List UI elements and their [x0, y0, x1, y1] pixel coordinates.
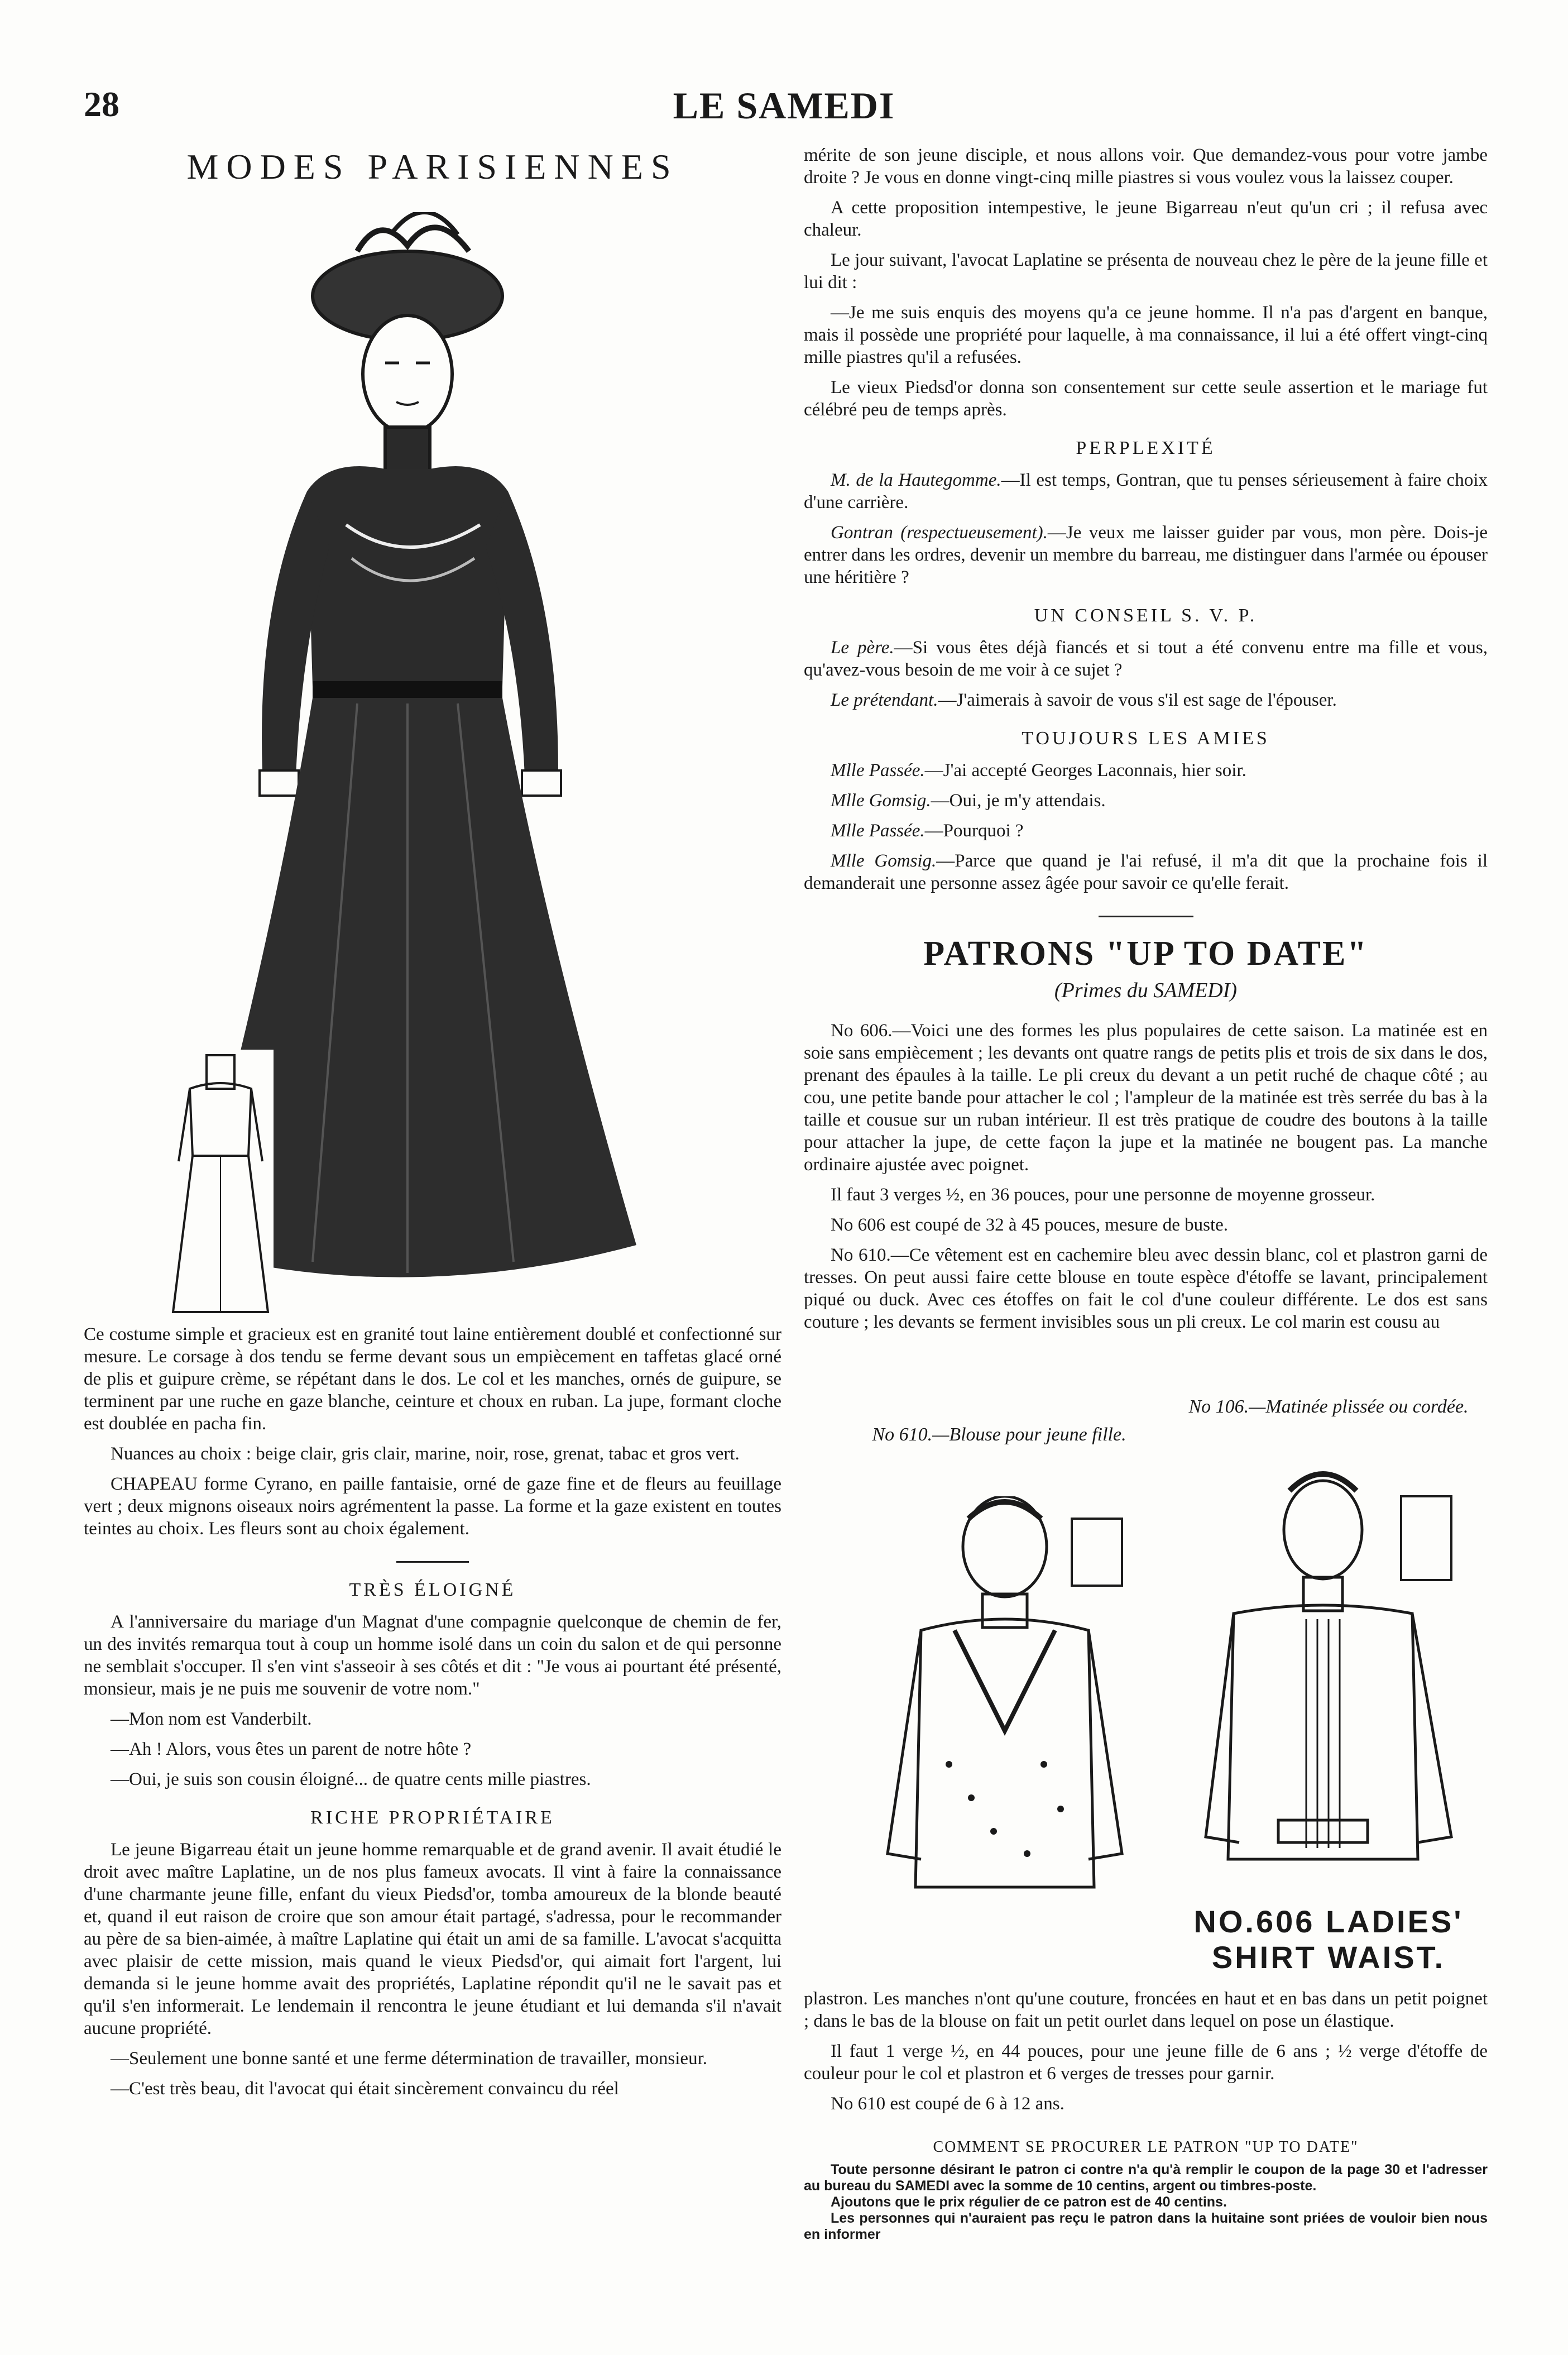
paragraph: —Mon nom est Vanderbilt. — [111, 1709, 312, 1729]
paragraph: —Ah ! Alors, vous êtes un parent de notre hôte ? — [111, 1739, 472, 1759]
paragraph: Les personnes qui n'auraient pas reçu le patron dans la huitaine sont priées de vouloir bien nous en informer — [804, 2210, 1488, 2242]
paragraph: —Seulement une bonne santé et une ferme détermination de travailler, monsieur. — [111, 2048, 707, 2069]
paragraph: Il faut 3 verges ½, en 36 pouces, pour une personne de moyenne grosseur. — [831, 1185, 1375, 1205]
dialogue-line: Mlle Passée.—J'ai accepté Georges Laconnais, hier soir. — [831, 760, 1246, 781]
heading-patrons: PATRONS "UP TO DATE" — [923, 935, 1368, 973]
blouse-610-illustration — [860, 1496, 1150, 1898]
dialogue-line: Mlle Gomsig.—Parce que quand je l'ai refusé, il m'a dit que la prochaine fois il demanderait une personne assez âgée pour savoir ce qu'elle ferait. — [804, 851, 1488, 893]
paragraph: —C'est très beau, dit l'avocat qui était sincèrement convaincu du réel — [111, 2079, 619, 2099]
paragraph: A cette proposition intempestive, le jeune Bigarreau n'eut qu'un cri ; il refusa avec chaleur. — [804, 198, 1488, 240]
paragraph: No 606.—Voici une des formes les plus populaires de cette saison. La matinée est en soie sans empiècement ; les devants ont quatre rangs de petits plis et trois de six dans le dos, prenant des épaules à la taille. Le pli creux du devant a un petit ruché de chaque côté ; au cou, une petite bande pour attacher le col ; l'ampleur de la matinée est très serrée du bas à la taille et cousue sur un ruban intérieur. Il est très pratique de coudre des boutons à la taille pour attacher la jupe, de cette façon la jupe et la matinée ne bougent pas. La manche ordinaire ajustée avec poignet. — [804, 1021, 1488, 1175]
paragraph: Il faut 1 verge ½, en 44 pouces, pour une jeune fille de 6 ans ; ½ verge d'étoffe de couleur pour le col et plastron et 6 verges de tresses pour garnir. — [804, 2041, 1488, 2084]
paragraph: Ajoutons que le prix régulier de ce patron est de 40 centins. — [831, 2194, 1227, 2210]
masthead: LE SAMEDI — [673, 84, 895, 127]
left-column-text — [84, 1323, 781, 2108]
heading-tres-eloigne: TRÈS ÉLOIGNÉ — [349, 1579, 516, 1600]
costume-colors: Nuances au choix : beige clair, gris clair, marine, noir, rose, grenat, tabac et gros vert. — [111, 1444, 740, 1464]
costume-hat: CHAPEAU forme Cyrano, en paille fantaisie, orné de gaze fine et de fleurs au feuillage vert ; deux mignons oiseaux noirs agrémentent la passe. La forme et la gaze existent en toutes teintes au choix. Les fleurs sont au choix également. — [84, 1474, 781, 1539]
paragraph: No 610 est coupé de 6 à 12 ans. — [831, 2094, 1064, 2114]
right-column-continuation — [804, 1988, 1488, 2123]
patrons-subtitle: (Primes du SAMEDI) — [1054, 979, 1238, 1002]
heading-perplexite: PERPLEXITÉ — [1076, 438, 1216, 458]
caption-610: No 610.—Blouse pour jeune fille. — [872, 1424, 1126, 1445]
dialogue-line: Mlle Passée.—Pourquoi ? — [831, 821, 1024, 841]
paragraph: Toute personne désirant le patron ci contre n'a qu'à remplir le coupon de la page 30 et l'adresser au bureau du SAMEDI avec la somme de 10 centins, argent ou timbres-poste. — [804, 2162, 1488, 2194]
paragraph: Le jeune Bigarreau était un jeune homme remarquable et de grand avenir. Il avait étudié le droit avec maître Laplatine, un de nos plus fameux avocats. Il vint à faire la connaissance d'une charmante jeune fille, enfant du vieux Piedsd'or, tomba amoureux de la blonde beauté et, quand il eut raison de croire que son amour était partagé, s'adressa, pour le recommander au père de sa bien-aimée, à maître Laplatine qui était un ami de sa famille. L'avocat s'acquitta avec plaisir de cette mission, mais quand le vieux Piedsd'or, qui aimait fort l'argent, lui demanda si le jeune homme avait des propriétés, Laplatine répondit qu'il ne le savait pas et qu'il s'en informerait. Le lendemain il rencontra le jeune étudiant et lui demanda s'il n'avait aucune propriété. — [84, 1840, 781, 2038]
paragraph: No 610.—Ce vêtement est en cachemire bleu avec dessin blanc, col et plastron garni de tresses. On peut aussi faire cette blouse en toute espèce d'étoffe se lavant, principalement piqué ou duck. Avec ces étoffes on fait le col d'une couleur différente. Le dos est sans couture ; les devants se ferment invisibles sous un pli creux. Le col marin est cousu au — [804, 1245, 1488, 1332]
heading-riche-proprietaire: RICHE PROPRIÉTAIRE — [310, 1807, 555, 1828]
paragraph: Le vieux Piedsd'or donna son consentement sur cette seule assertion et le mariage fut célébré peu de temps après. — [804, 377, 1488, 420]
caption-106: No 106.—Matinée plissée ou cordée. — [1188, 1396, 1469, 1417]
paragraph: No 606 est coupé de 32 à 45 pouces, mesure de buste. — [831, 1215, 1229, 1235]
costume-description: Ce costume simple et gracieux est en granité tout laine entièrement doublé et confectionné sur mesure. Le corsage à dos tendu se ferme devant sous un empiècement en taffetas glacé orné de plis et guipure crème, se répétant dans le dos. Le col et les manches, ornés de guipure, se terminent par une ruche en gaze blanche, ceinture et choux en ruban. La jupe, formant cloche est doublée en pacha fin. — [84, 1324, 781, 1434]
paragraph: mérite de son jeune disciple, et nous allons voir. Que demandez-vous pour votre jambe droite ? Je vous en donne vingt-cinq mille piastres si vous voulez vous la laissez couper. — [804, 145, 1488, 188]
paragraph: A l'anniversaire du mariage d'un Magnat d'une compagnie quelconque de chemin de fer, un des invités remarqua tout à coup un homme isolé dans un coin du salon et de qui personne ne semblait s'occuper. Il s'en vint s'asseoir à ses côtés et dit : "Je vous ai pourtant été présenté, monsieur, mais je ne puis me souvenir de votre nom." — [84, 1612, 781, 1699]
section-title-modes: MODES PARISIENNES — [186, 147, 679, 186]
shirt-waist-606-illustration — [1178, 1457, 1479, 1898]
right-column-text — [804, 144, 1488, 1341]
paragraph: Le jour suivant, l'avocat Laplatine se présenta de nouveau chez le père de la jeune fille et lui dit : — [804, 250, 1488, 293]
label-606: NO.606 LADIES' SHIRT WAIST. — [1193, 1904, 1464, 1975]
paragraph: plastron. Les manches n'ont qu'une couture, froncées en haut et en bas dans un petit poignet ; dans le bas de la blouse on fait un petit ourlet dans lequel on pose un élastique. — [804, 1989, 1488, 2031]
paragraph: —Oui, je suis son cousin éloigné... de quatre cents mille piastres. — [111, 1769, 591, 1789]
dialogue-line: M. de la Hautegomme.—Il est temps, Gontran, que tu penses sérieusement à faire choix d'une carrière. — [804, 470, 1488, 513]
paragraph: —Je me suis enquis des moyens qu'a ce jeune homme. Il n'a pas d'argent en banque, mais il possède une propriété pour laquelle, à ma connaissance, il lui a été offert vingt-cinq mille piastres qu'il a refusées. — [804, 303, 1488, 367]
dialogue-line: Mlle Gomsig.—Oui, je m'y attendais. — [831, 791, 1106, 811]
page-number: 28 — [84, 84, 119, 124]
dialogue-line: Le père.—Si vous êtes déjà fiancés et si tout a été convenu entre ma fille et vous, qu'avez-vous besoin de me voir à ce sujet ? — [804, 638, 1488, 680]
heading-conseil: UN CONSEIL S. V. P. — [1034, 605, 1258, 626]
heading-how-to: COMMENT SE PROCURER LE PATRON "UP TO DATE" — [933, 2138, 1359, 2156]
heading-amies: TOUJOURS LES AMIES — [1022, 728, 1270, 749]
divider — [396, 1561, 469, 1563]
fashion-illustration-back-view — [167, 1050, 274, 1318]
dialogue-line: Gontran (respectueusement).—Je veux me laisser guider par vous, mon père. Dois-je entrer dans les ordres, devenir un membre du barreau, me distinguer dans l'armée ou épouser une héritière ? — [804, 523, 1488, 587]
how-to-obtain — [804, 2127, 1488, 2243]
divider — [1099, 916, 1193, 917]
dialogue-line: Le prétendant.—J'aimerais à savoir de vous s'il est sage de l'épouser. — [831, 690, 1337, 710]
